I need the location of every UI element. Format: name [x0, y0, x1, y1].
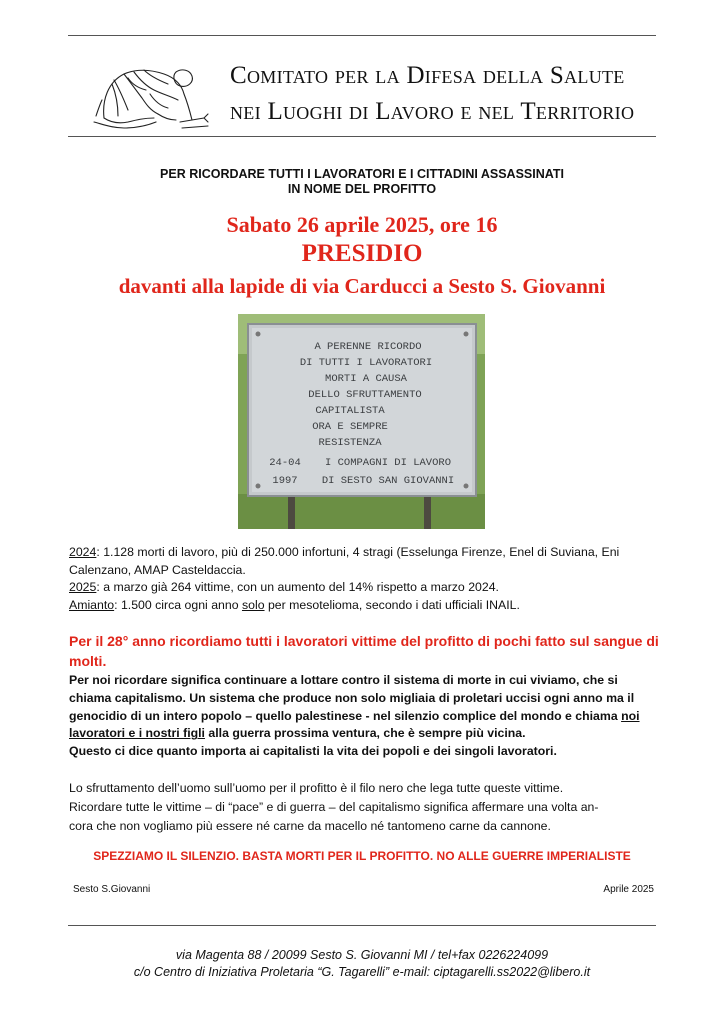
slogan: SPEZZIAMO IL SILENZIO. BASTA MORTI PER IL PROFITTO. NO ALLE GUERRE IMPERIALISTE [93, 849, 631, 863]
footer-address: via Magenta 88 / 20099 Sesto S. Giovanni MI / tel+fax 0226224099 [175, 948, 549, 962]
plaque-line-9: DI SESTO SAN GIOVANNI [321, 475, 455, 487]
facts-block [69, 544, 661, 614]
event-place: davanti alla lapide di via Carducci a Sesto S. Giovanni [118, 274, 606, 298]
fact-2024: 2024: 1.128 morti di lavoro, più di 250.000 infortuni, 4 stragi (Esselunga Firenze, Enel di Suviana, Eni Calenzano, AMAP Casteldaccia. [69, 545, 620, 577]
plaque-line-8: I COMPAGNI DI LAVORO [324, 457, 452, 469]
plaque-date-1: 24-04 [269, 457, 301, 469]
fact-amianto: Amianto: 1.500 circa ogni anno solo per mesotelioma, secondo i dati ufficiali INAIL. [69, 597, 520, 612]
anniversary-heading: Per il 28° anno ricordiamo tutti i lavoratori vittime del profitto di pochi fatto sul sangue di molti. [69, 633, 659, 669]
top-rule [68, 35, 656, 36]
memorial-plaque-photo [238, 314, 485, 529]
plaque-line-3: MORTI A CAUSA [325, 373, 407, 385]
plaque-line-1: A PERENNE RICORDO [314, 341, 422, 353]
plaque-line-6: ORA E SEMPRE [312, 421, 388, 433]
bold-paragraph: Per noi ricordare significa continuare a lottare contro il sistema di morte in cui viviamo, che si chiama capitalismo. Un sistema che produce non solo migliaia di proletari uccisi ogni anno ma il genocidio di un intero popolo – quello palestinese - nel silenzio complice del mondo e chiama noi lavoratori e i nostri figli alla guerra prossima ventura, che è sempre più vicina. Questo ci dice quanto importa ai capitalisti la vita dei popoli e dei singoli lavoratori. [69, 673, 640, 759]
plaque-line-2: DI TUTTI I LAVORATORI [299, 357, 433, 369]
event-date: Sabato 26 aprile 2025, ore 16 [226, 212, 498, 237]
event-title: PRESIDIO [301, 240, 423, 267]
footer-rule [68, 925, 656, 926]
signature-date: Aprile 2025 [603, 884, 654, 895]
committee-logo [84, 60, 214, 138]
intro-heading-line1: PER RICORDARE TUTTI I LAVORATORI E I CITTADINI ASSASSINATI [160, 167, 564, 181]
signature-city: Sesto S.Giovanni [73, 884, 151, 895]
org-name-line1: Comitato per la Difesa della Salute [230, 62, 625, 89]
footer-contact: c/o Centro di Iniziativa Proletaria “G. Tagarelli” e-mail: ciptagarelli.ss2022@libero.it [133, 965, 591, 979]
header-rule [68, 136, 656, 137]
plaque-line-5: CAPITALISTA [315, 405, 385, 417]
plaque-line-7: RESISTENZA [318, 437, 382, 449]
plaque-date-2: 1997 [272, 475, 298, 487]
org-name-line2: nei Luoghi di Lavoro e nel Territorio [230, 98, 635, 125]
fact-2025: 2025: a marzo già 264 vittime, con un aumento del 14% rispetto a marzo 2024. [69, 580, 499, 594]
closing-paragraph: Lo sfruttamento dell’uomo sull’uomo per il profitto è il filo nero che lega tutte queste vittime. Ricordare tutte le vittime – di “pace” e di guerra – del capitalismo significa affermare una volta an- cora che non vogliamo più essere né carne da macello né tantomeno carne da cannone. [69, 781, 599, 833]
intro-heading-line2: IN NOME DEL PROFITTO [287, 182, 437, 196]
plaque-line-4: DELLO SFRUTTAMENTO [308, 389, 422, 401]
